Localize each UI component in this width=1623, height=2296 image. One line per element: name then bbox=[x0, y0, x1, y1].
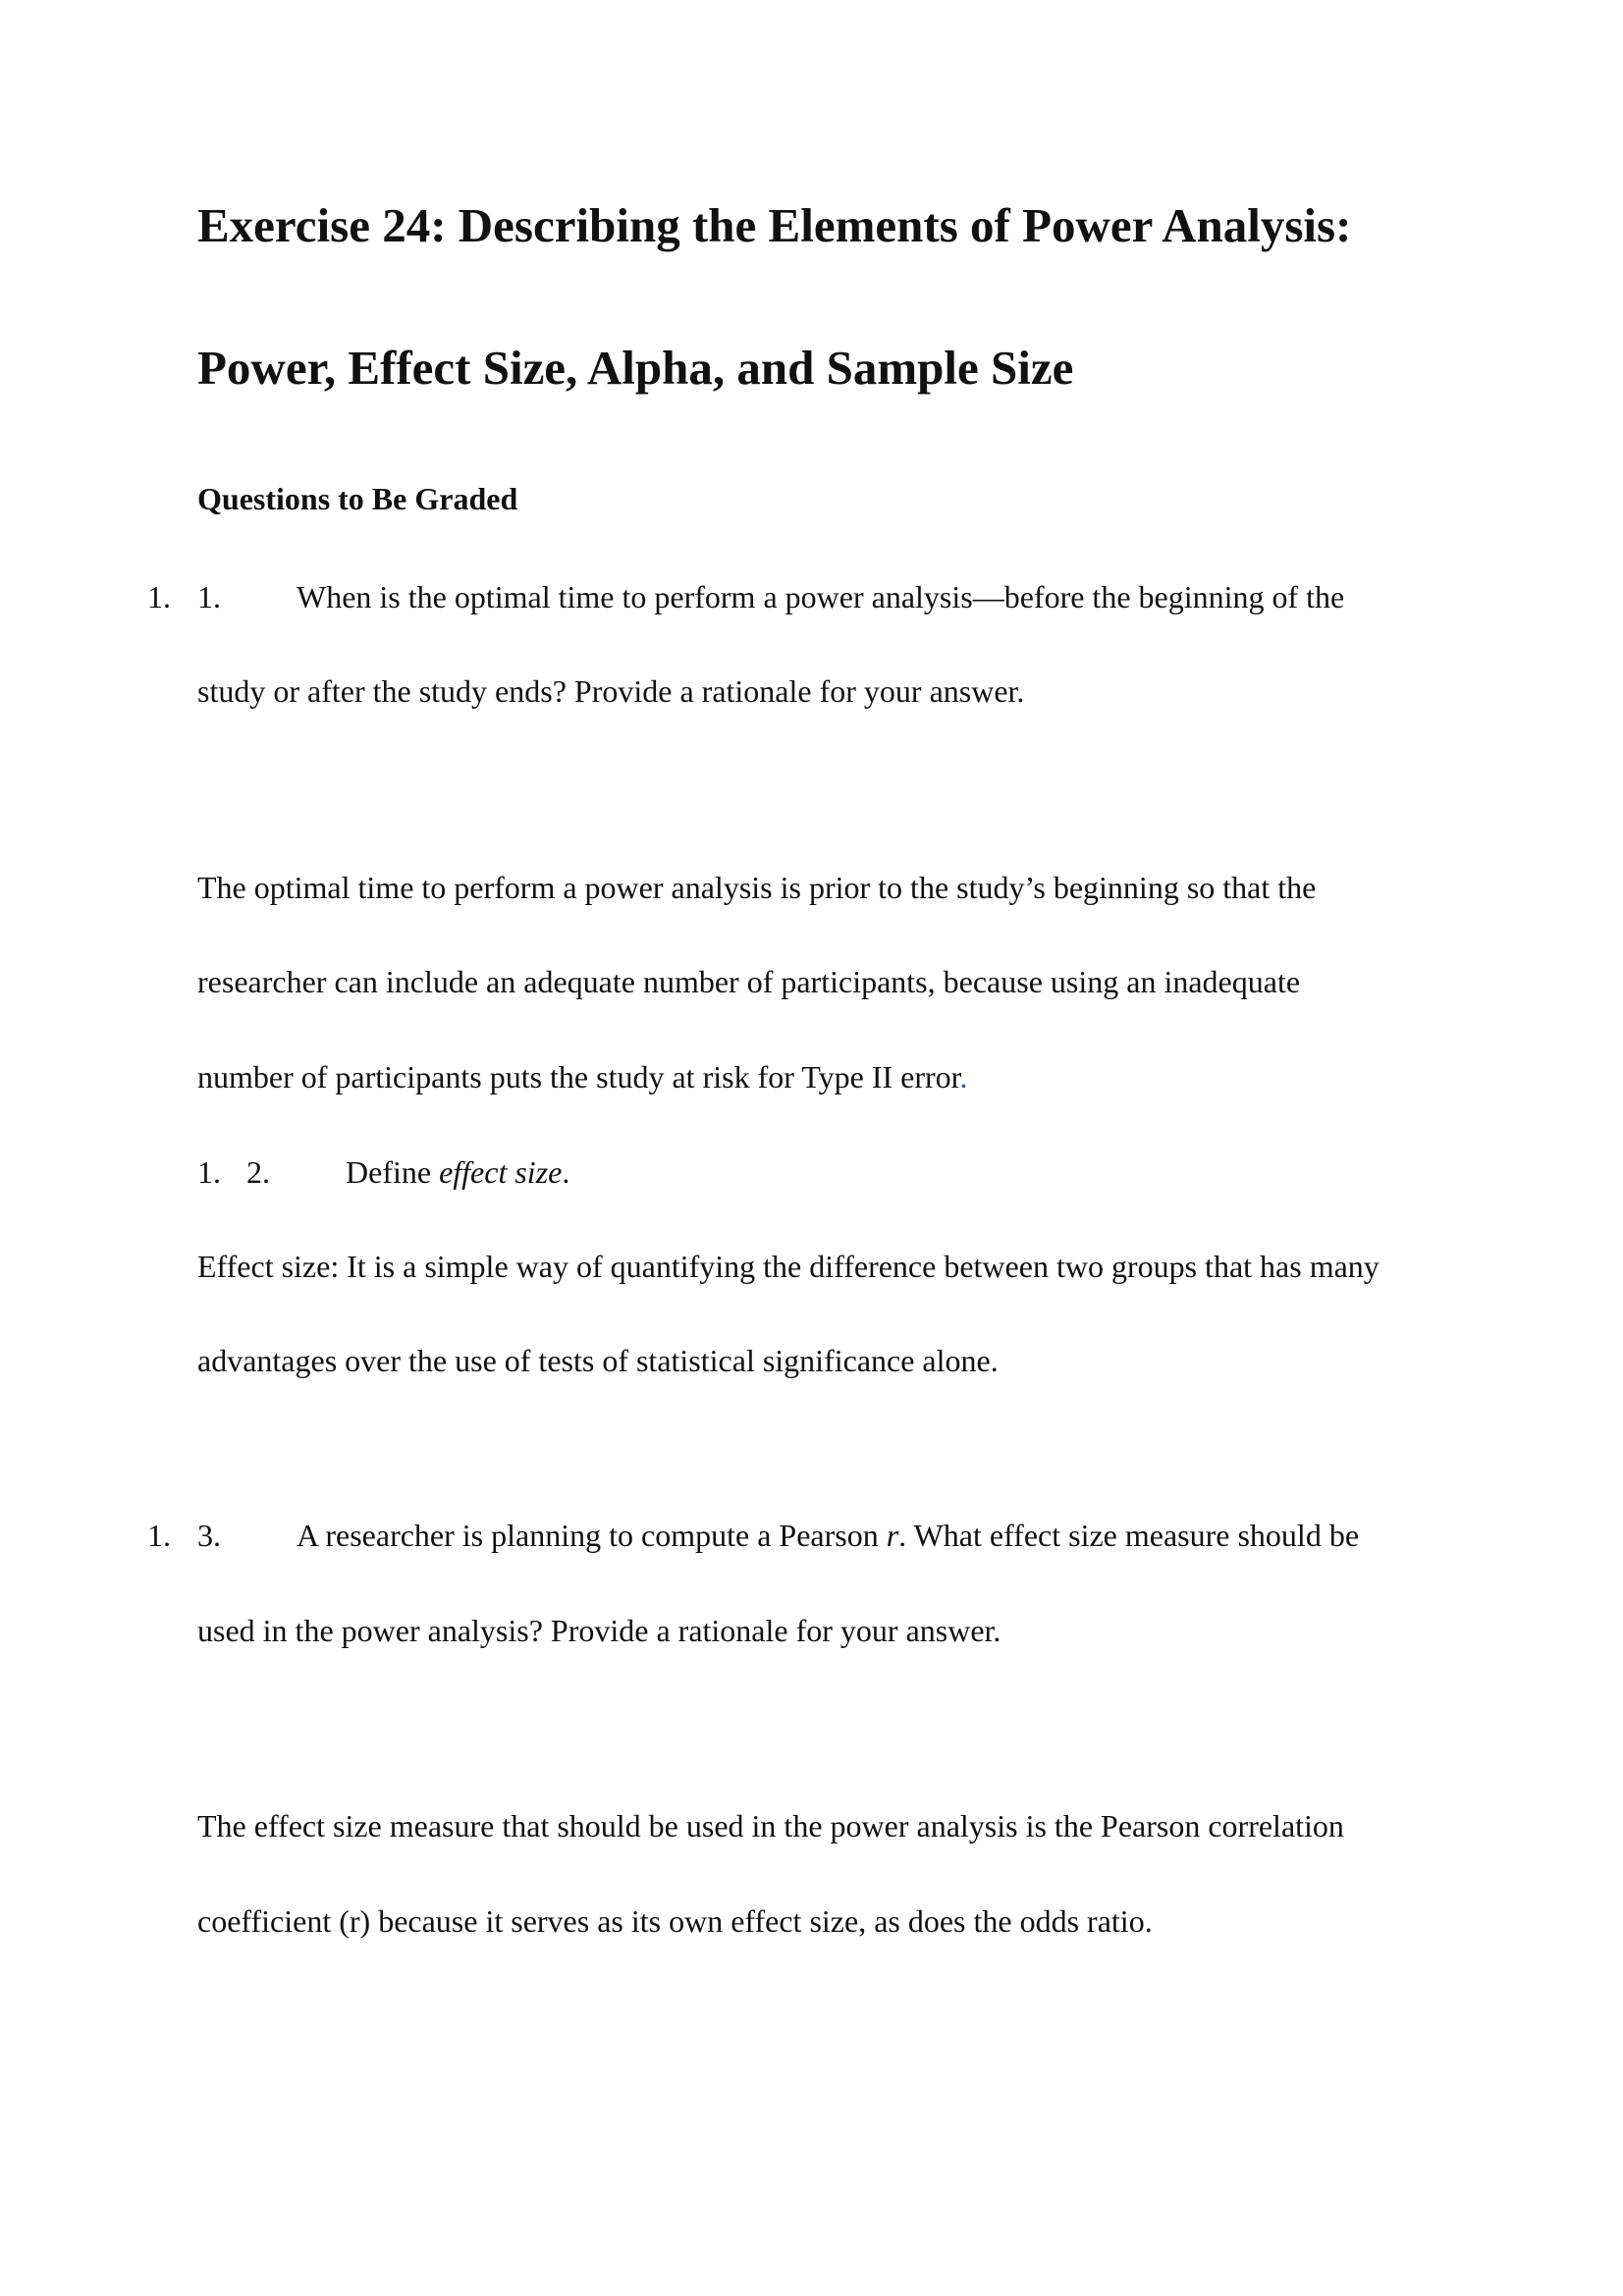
q3-text-line-2: used in the power analysis? Provide a rationale for your answer. bbox=[197, 1613, 1001, 1648]
q3-text-line-1 bbox=[297, 1520, 1359, 1551]
q1-answer-end-punct: . bbox=[959, 1059, 968, 1095]
q3-answer-line-2: coefficient (r) because it serves as its own effect size, as does the odds ratio. bbox=[197, 1903, 1153, 1939]
q1-answer-line-1: The optimal time to perform a power analysis is prior to the study’s beginning so that the bbox=[197, 870, 1317, 905]
q1-outer-number: 1. bbox=[147, 579, 171, 614]
q1-text-line-2: study or after the study ends? Provide a rationale for your answer. bbox=[197, 673, 1025, 709]
q3-text-line-1-italic: r bbox=[886, 1518, 899, 1553]
q2-answer-line-2: advantages over the use of tests of statistical significance alone. bbox=[197, 1343, 999, 1378]
q2-answer-line-1: Effect size: It is a simple way of quantifying the difference between two groups that has many bbox=[197, 1249, 1380, 1284]
q3-text-line-1-suffix: . What effect size measure should be bbox=[898, 1518, 1360, 1553]
q2-text-prefix: Define bbox=[346, 1154, 432, 1190]
q1-answer-line-3-text: number of participants puts the study at risk for Type II error bbox=[197, 1059, 960, 1095]
q3-answer-line-1: The effect size measure that should be used in the power analysis is the Pearson correlation bbox=[197, 1808, 1344, 1843]
q2-text bbox=[346, 1156, 569, 1188]
q2-text-suffix: . bbox=[562, 1154, 570, 1190]
q1-answer-line-2: researcher can include an adequate number of participants, because using an inadequate bbox=[197, 964, 1301, 999]
title-line-2: Power, Effect Size, Alpha, and Sample Size bbox=[197, 341, 1074, 395]
q1-inner-number: 1. bbox=[197, 579, 221, 614]
title-line-1: Exercise 24: Describing the Elements of Power Analysis: bbox=[197, 198, 1352, 252]
q3-outer-number: 1. bbox=[147, 1518, 171, 1553]
q2-inner-number: 2. bbox=[246, 1154, 270, 1190]
q2-text-italic: effect size bbox=[439, 1154, 563, 1190]
q3-inner-number: 3. bbox=[197, 1518, 221, 1553]
q1-text-line-1: When is the optimal time to perform a power analysis—before the beginning of the bbox=[297, 579, 1345, 614]
section-heading: Questions to Be Graded bbox=[197, 481, 518, 516]
q3-text-line-1-prefix: A researcher is planning to compute a Pearson bbox=[297, 1518, 879, 1553]
q2-outer-number: 1. bbox=[197, 1154, 221, 1190]
q1-answer-line-3 bbox=[197, 1061, 968, 1093]
